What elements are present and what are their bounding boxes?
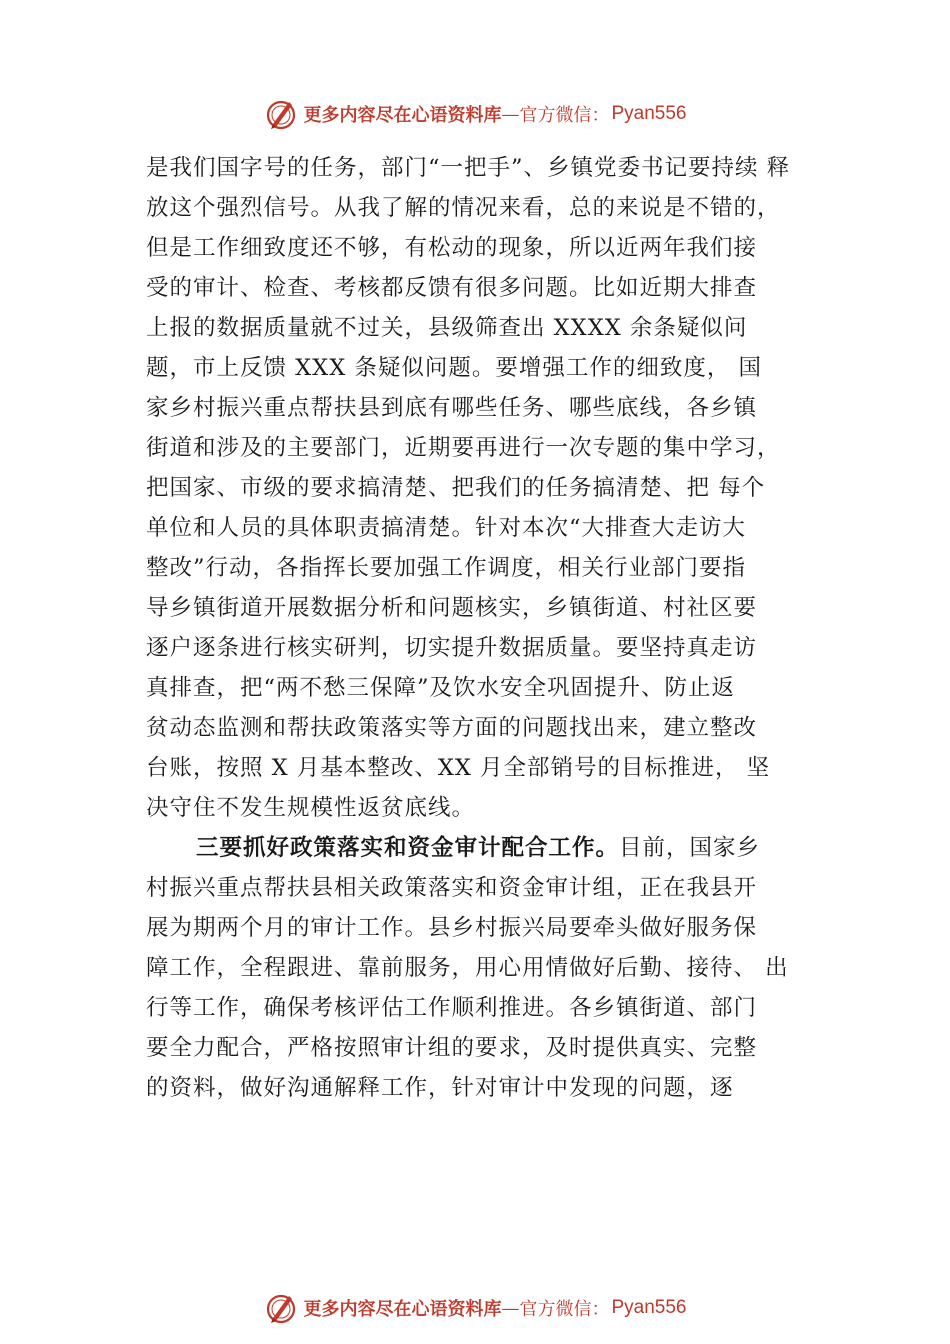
paragraph-line: 受的审计、检查、考核都反馈有很多问题。比如近期大排查 (146, 275, 758, 301)
paragraph-line: 整改”行动，各指挥长要加强工作调度，相关行业部门要指 (146, 555, 747, 581)
banner-main-text: 更多内容尽在心语资料库 (303, 105, 502, 126)
pen-seal-logo-icon (263, 96, 299, 132)
paragraph-line: 题，市上反馈 XXX 条疑似问题。要增强工作的细致度， 国 (146, 355, 763, 381)
footer-banner (0, 1288, 950, 1328)
paragraph-line: 的资料，做好沟通解释工作，针对审计中发现的问题，逐 (146, 1075, 734, 1101)
paragraph-line: 是我们国字号的任务，部门“一把手”、乡镇党委书记要持续 释 (146, 155, 791, 181)
paragraph-line: 真排查，把“两不愁三保障”及饮水安全巩固提升、防止返 (146, 675, 736, 701)
paragraph-line: 上报的数据质量就不过关，县级筛查出 XXXX 余条疑似问 (146, 315, 748, 341)
section-heading: 三要抓好政策落实和资金审计配合工作。 (196, 835, 620, 861)
paragraph-line: 行等工作，确保考核评估工作顺利推进。各乡镇街道、部门 (146, 995, 758, 1021)
paragraph-line: 把国家、市级的要求搞清楚、把我们的任务搞清楚、把 每个 (146, 475, 766, 501)
paragraph-line: 村振兴重点帮扶县相关政策落实和资金审计组，正在我县开 (146, 875, 758, 901)
paragraph-heading-line (196, 828, 866, 868)
paragraph-line: 但是工作细致度还不够，有松动的现象，所以近两年我们接 (146, 235, 758, 261)
paragraph-line: 逐户逐条进行核实研判，切实提升数据质量。要坚持真走访 (146, 635, 758, 661)
banner-wechat-label: 官方微信： (519, 1299, 610, 1320)
banner-wechat-id: Pyan556 (611, 103, 687, 124)
banner-separator: — (501, 1297, 520, 1319)
paragraph-line: 街道和涉及的主要部门，近期要再进行一次专题的集中学习， (146, 435, 781, 461)
paragraph-line: 放这个强烈信号。从我了解的情况来看，总的来说是不错的， (146, 195, 781, 221)
paragraph-line: 单位和人员的具体职责搞清楚。针对本次“大排查大走访大 (146, 515, 747, 541)
pen-seal-logo-icon (263, 1290, 299, 1326)
banner-main-text: 更多内容尽在心语资料库 (303, 1299, 502, 1320)
paragraph-line: 决守住不发生规模性返贫底线。 (146, 795, 476, 821)
paragraph-text: 目前，国家乡 (619, 835, 761, 861)
paragraph-line: 障工作，全程跟进、靠前服务，用心用情做好后勤、接待、 出 (146, 955, 789, 981)
paragraph-line: 要全力配合，严格按照审计组的要求，及时提供真实、完整 (146, 1035, 758, 1061)
paragraph-line: 家乡村振兴重点帮扶县到底有哪些任务、哪些底线，各乡镇 (146, 395, 758, 421)
paragraph-line: 贫动态监测和帮扶政策落实等方面的问题找出来，建立整改 (146, 715, 758, 741)
header-banner (0, 94, 950, 134)
paragraph-line: 导乡镇街道开展数据分析和问题核实，乡镇街道、村社区要 (146, 595, 758, 621)
banner-wechat-id: Pyan556 (611, 1297, 687, 1318)
paragraph-line: 台账，按照 X 月基本整改、XX 月全部销号的目标推进， 坚 (146, 755, 771, 781)
banner-wechat-label: 官方微信： (519, 105, 610, 126)
banner-separator: — (501, 103, 520, 125)
paragraph-line: 展为期两个月的审计工作。县乡村振兴局要牵头做好服务保 (146, 915, 758, 941)
